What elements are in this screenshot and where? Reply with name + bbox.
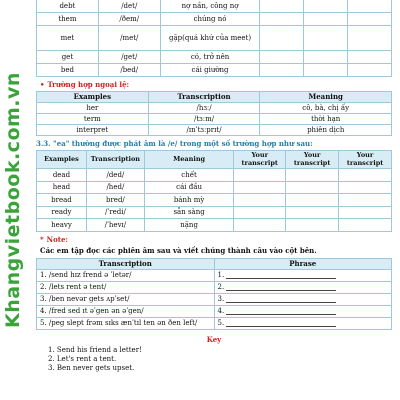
column-header: Examples [37, 151, 87, 169]
column-header: Phrase [214, 258, 392, 269]
blank-cell [348, 0, 392, 13]
transcript-blank-cell [234, 181, 286, 194]
column-header: Transcription [86, 151, 144, 169]
table-row [37, 281, 392, 293]
vocab-table-continued [36, 0, 392, 77]
column-header: Transcription [148, 92, 260, 103]
column-header: Your transcript [234, 151, 286, 169]
ea-table [36, 150, 392, 231]
blank-cell [304, 0, 348, 13]
phrase-cell [214, 269, 392, 281]
table-cell: them [37, 13, 99, 26]
table-row [37, 181, 392, 194]
transcript-blank-cell [339, 206, 392, 219]
table-cell: nợ nần, công nợ [160, 0, 260, 13]
blank-cell [260, 64, 304, 77]
table-cell: /det/ [98, 0, 160, 13]
section-title: 3.3. "ea" thường được phát âm là /e/ trong một số trường hợp như sau: [36, 139, 313, 149]
column-header: Meaning [144, 151, 233, 169]
table-cell: cái giường [160, 64, 260, 77]
phrase-number: 1. [217, 271, 225, 280]
answer-blank [226, 284, 336, 291]
transcript-blank-cell [234, 219, 286, 232]
phrase-number: 4. [217, 307, 225, 316]
key-item: 1. Send his friend a letter! [48, 345, 142, 354]
key-item: 2. Let's rent a tent. [48, 354, 117, 363]
table-row [37, 0, 392, 13]
blank-cell [304, 26, 348, 51]
answer-blank [226, 272, 336, 279]
column-header: Examples [37, 92, 149, 103]
answer-blank [226, 320, 336, 327]
table-cell: thời hạn [260, 114, 392, 125]
table-cell: bánh mỳ [144, 194, 233, 207]
transcript-blank-cell [286, 194, 339, 207]
transcript-blank-cell [234, 194, 286, 207]
transcription-cell: 4. /fred sed ɪt əˈgen ən əˈgen/ [37, 305, 215, 317]
note-instruction: Các em tập đọc các phiên âm sau và viết chúng thành câu vào cột bên. [40, 245, 317, 255]
blank-cell [348, 26, 392, 51]
table-cell: bed [37, 64, 99, 77]
table-cell: gặp(quá khứ của meet) [160, 26, 260, 51]
exception-table [36, 91, 392, 136]
table-row [37, 103, 392, 114]
blank-cell [260, 51, 304, 64]
column-header: Meaning [260, 92, 392, 103]
table-cell: dead [37, 169, 87, 182]
table-row [37, 114, 392, 125]
bullet-icon: • [40, 80, 45, 89]
table-cell: term [37, 114, 149, 125]
watermark: Khangvietbook.com.vn [2, 72, 24, 328]
table-cell: bread [37, 194, 87, 207]
key-title: Key [206, 334, 222, 344]
table-cell: /met/ [98, 26, 160, 51]
transcription-cell: 2. /lets rent ə tent/ [37, 281, 215, 293]
table-row [37, 305, 392, 317]
table-row [37, 51, 392, 64]
table-cell: interpret [37, 125, 149, 136]
table-cell: /hed/ [86, 181, 144, 194]
table-row [37, 293, 392, 305]
phrase-cell [214, 293, 392, 305]
table-cell: /ˈredi/ [86, 206, 144, 219]
phrase-cell [214, 317, 392, 329]
table-row [37, 13, 392, 26]
blank-cell [260, 13, 304, 26]
transcript-blank-cell [286, 206, 339, 219]
blank-cell [304, 64, 348, 77]
answer-blank [226, 296, 336, 303]
table-cell: /bed/ [98, 64, 160, 77]
transcription-cell: 3. /ben nevər gets ʌpˈset/ [37, 293, 215, 305]
transcript-blank-cell [286, 219, 339, 232]
table-cell: phiên dịch [260, 125, 392, 136]
blank-cell [348, 64, 392, 77]
table-cell: chúng nó [160, 13, 260, 26]
table-cell: /get/ [98, 51, 160, 64]
transcript-blank-cell [339, 219, 392, 232]
exception-title: • Trường hợp ngoại lệ: [40, 80, 130, 89]
key-item: 3. Ben never gets upset. [48, 363, 135, 372]
blank-cell [304, 13, 348, 26]
blank-cell [348, 51, 392, 64]
table-cell: /ˈhevɪ/ [86, 219, 144, 232]
table-cell: /hɜː/ [148, 103, 260, 114]
table-row [37, 317, 392, 329]
table-cell: head [37, 181, 87, 194]
table-cell: met [37, 26, 99, 51]
table-row [37, 219, 392, 232]
table-row [37, 269, 392, 281]
phrase-cell [214, 305, 392, 317]
table-row [37, 206, 392, 219]
key-list [36, 346, 392, 373]
table-cell: cái đầu [144, 181, 233, 194]
table-cell: ready [37, 206, 87, 219]
answer-blank [226, 308, 336, 315]
table-cell: get [37, 51, 99, 64]
transcript-blank-cell [286, 181, 339, 194]
phrase-number: 2. [217, 283, 225, 292]
transcription-cell: 5. /peg slept frəm sɪks ænˈtɪl ten ən ðen left/ [37, 317, 215, 329]
table-cell: bred/ [86, 194, 144, 207]
transcript-blank-cell [286, 169, 339, 182]
transcript-blank-cell [339, 169, 392, 182]
table-cell: sẵn sàng [144, 206, 233, 219]
transcript-blank-cell [339, 181, 392, 194]
transcription-cell: 1. /send hɪz frend ə ˈletər/ [37, 269, 215, 281]
transcript-blank-cell [234, 169, 286, 182]
table-cell: cô, bà, chị ấy [260, 103, 392, 114]
table-row [37, 169, 392, 182]
table-row [37, 26, 392, 51]
column-header: Your transcript [286, 151, 339, 169]
table-row [37, 64, 392, 77]
blank-cell [260, 26, 304, 51]
blank-cell [260, 0, 304, 13]
table-cell: chết [144, 169, 233, 182]
transcript-blank-cell [234, 206, 286, 219]
practice-table [36, 258, 392, 330]
table-cell: nặng [144, 219, 233, 232]
table-cell: debt [37, 0, 99, 13]
table-cell: /ɪnˈtɜːprɪt/ [148, 125, 260, 136]
table-row [37, 194, 392, 207]
phrase-number: 5. [217, 319, 225, 328]
table-row [37, 125, 392, 136]
transcript-blank-cell [339, 194, 392, 207]
blank-cell [304, 51, 348, 64]
table-cell: heavy [37, 219, 87, 232]
column-header: Your transcript [339, 151, 392, 169]
table-cell: /ded/ [86, 169, 144, 182]
asterisk-icon: * [40, 234, 44, 244]
blank-cell [348, 13, 392, 26]
phrase-cell [214, 281, 392, 293]
table-cell: /tɜːm/ [148, 114, 260, 125]
column-header: Transcription [37, 258, 215, 269]
table-cell: có, trở nên [160, 51, 260, 64]
table-cell: her [37, 103, 149, 114]
note-title: * Note: [40, 234, 69, 244]
page-content [36, 0, 392, 373]
phrase-number: 3. [217, 295, 225, 304]
table-cell: /ðem/ [98, 13, 160, 26]
